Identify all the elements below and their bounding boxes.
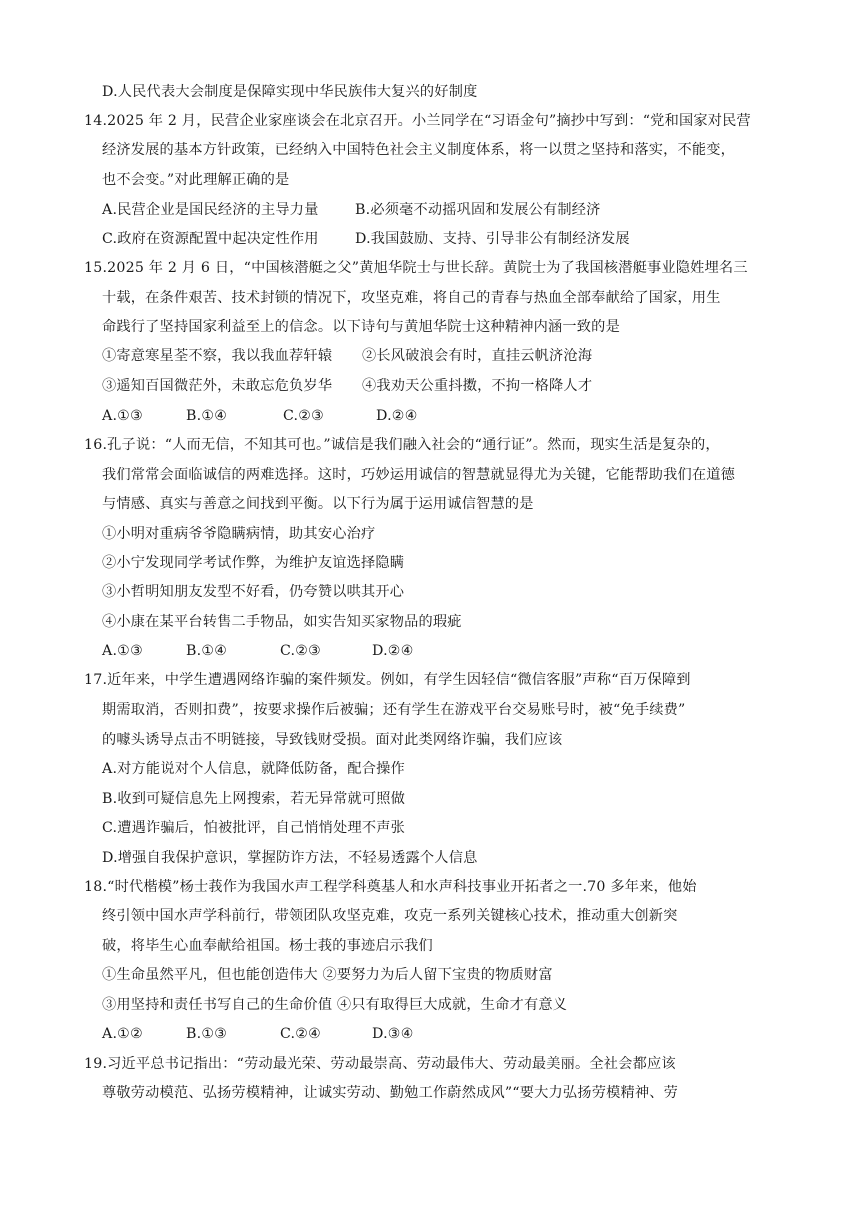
q18-choice-a: A.①②	[102, 1026, 143, 1042]
q18-items-row-1: ①生命虽然平凡，但也能创造伟大 ②要努力为后人留下宝贵的物质财富	[102, 967, 553, 983]
q17-option-a: A.对方能说对个人信息，就降低防备，配合操作	[102, 761, 405, 777]
q14-option-b: B.必须毫不动摇巩固和发展公有制经济	[355, 202, 601, 218]
q16-choices	[102, 641, 414, 661]
q18-choice-c: C.②④	[280, 1026, 322, 1042]
q15-item-2: ②长风破浪会有时，直挂云帆济沧海	[362, 348, 593, 364]
q16-choice-b: B.①④	[186, 643, 228, 659]
q14-stem-line-3: 也不会变。”对此理解正确的是	[102, 172, 290, 188]
q18-stem-line-2: 终引领中国水声学科前行，带领团队攻坚克难，攻克一系列关键核心技术，推动重大创新突	[102, 908, 678, 924]
q14-options-row-1	[102, 200, 601, 220]
q18-stem-line-3: 破，将毕生心血奉献给祖国。杨士莪的事迹启示我们	[102, 938, 433, 954]
q17-stem-line-3: 的噱头诱导点击不明链接，导致钱财受损。面对此类网络诈骗，我们应该	[102, 732, 563, 748]
q16-stem-line-2: 我们常常会面临诚信的两难选择。这时，巧妙运用诚信的智慧就显得尤为关键，它能帮助我们在道德	[102, 467, 736, 483]
q19-stem-line-2: 尊敬劳动模范、弘扬劳模精神，让诚实劳动、勤勉工作蔚然成风”“要大力弘扬劳模精神、劳	[102, 1085, 679, 1101]
q17-option-d: D.增强自我保护意识，掌握防诈方法，不轻易透露个人信息	[102, 850, 478, 866]
q15-item-4: ④我劝天公重抖擞，不拘一格降人才	[362, 378, 593, 394]
q15-choice-c: C.②③	[283, 408, 325, 424]
q13-option-d: D.人民代表大会制度是保障实现中华民族伟大复兴的好制度	[102, 84, 478, 100]
q17-stem-line-2: 期需取消，否则扣费”，按要求操作后被骗；还有学生在游戏平台交易账号时，被“免手续费”	[102, 702, 686, 718]
q14-stem-line-1: 14.2025 年 2 月，民营企业家座谈会在北京召开。小兰同学在“习语金句”摘抄中写到：“党和国家对民营	[84, 113, 751, 129]
q15-choice-a: A.①③	[102, 408, 143, 424]
q18-stem-line-1: 18.“时代楷模”杨士莪作为我国水声工程学科奠基人和水声科技事业开拓者之一.70 多年来，他始	[84, 879, 697, 895]
q15-choice-b: B.①④	[186, 408, 228, 424]
q15-items-row-2	[102, 376, 593, 396]
q16-choice-c: C.②③	[280, 643, 322, 659]
q15-stem-line-1: 15.2025 年 2 月 6 日，“中国核潜艇之父”黄旭华院士与世长辞。黄院士为了我国核潜艇事业隐姓埋名三	[84, 260, 748, 276]
q19-stem-line-1: 19.习近平总书记指出：“劳动最光荣、劳动最崇高、劳动最伟大、劳动最美丽。全社会都应该	[84, 1056, 676, 1072]
q15-stem-line-2: 十载，在条件艰苦、技术封锁的情况下，攻坚克难，将自己的青春与热血全部奉献给了国家，用生	[102, 290, 721, 306]
q14-options-row-2	[102, 229, 630, 249]
q14-stem-line-2: 经济发展的基本方针政策，已经纳入中国特色社会主义制度体系，将一以贯之坚持和落实，不能变，	[102, 142, 736, 158]
q15-item-3: ③遥知百国微茫外，未敢忘危负岁华	[102, 378, 333, 394]
q16-choice-a: A.①③	[102, 643, 143, 659]
q15-stem-line-3: 命践行了坚持国家利益至上的信念。以下诗句与黄旭华院士这种精神内涵一致的是	[102, 319, 620, 335]
q16-choice-d: D.②④	[372, 643, 414, 659]
q15-choice-d: D.②④	[376, 408, 418, 424]
q16-item-2: ②小宁发现同学考试作弊，为维护友谊选择隐瞒	[102, 555, 405, 571]
q15-items-row-1	[102, 346, 593, 366]
q16-item-1: ①小明对重病爷爷隐瞒病情，助其安心治疗	[102, 526, 376, 542]
q16-item-4: ④小康在某平台转售二手物品，如实告知买家物品的瑕疵	[102, 614, 462, 630]
q16-item-3: ③小哲明知朋友发型不好看，仍夸赞以哄其开心	[102, 584, 405, 600]
q18-choice-d: D.③④	[372, 1026, 414, 1042]
q18-choice-b: B.①③	[186, 1026, 228, 1042]
q17-stem-line-1: 17.近年来，中学生遭遇网络诈骗的案件频发。例如，有学生因轻信“微信客服”声称“百万保障到	[84, 672, 691, 688]
q14-option-c: C.政府在资源配置中起决定性作用	[102, 231, 319, 247]
q15-item-1: ①寄意寒星荃不察，我以我血荐轩辕	[102, 348, 333, 364]
q14-option-a: A.民营企业是国民经济的主导力量	[102, 202, 319, 218]
q16-stem-line-1: 16.孔子说：“人而无信，不知其可也。”诚信是我们融入社会的“通行证”。然而，现实生活是复杂的，	[84, 437, 720, 453]
q15-choices	[102, 406, 418, 426]
q14-option-d: D.我国鼓励、支持、引导非公有制经济发展	[355, 231, 630, 247]
q18-choices	[102, 1024, 414, 1044]
q16-stem-line-3: 与情感、真实与善意之间找到平衡。以下行为属于运用诚信智慧的是	[102, 496, 534, 512]
q18-items-row-2: ③用坚持和责任书写自己的生命价值 ④只有取得巨大成就，生命才有意义	[102, 997, 568, 1013]
q17-option-c: C.遭遇诈骗后，怕被批评，自己悄悄处理不声张	[102, 820, 406, 836]
q17-option-b: B.收到可疑信息先上网搜索，若无异常就可照做	[102, 791, 406, 807]
